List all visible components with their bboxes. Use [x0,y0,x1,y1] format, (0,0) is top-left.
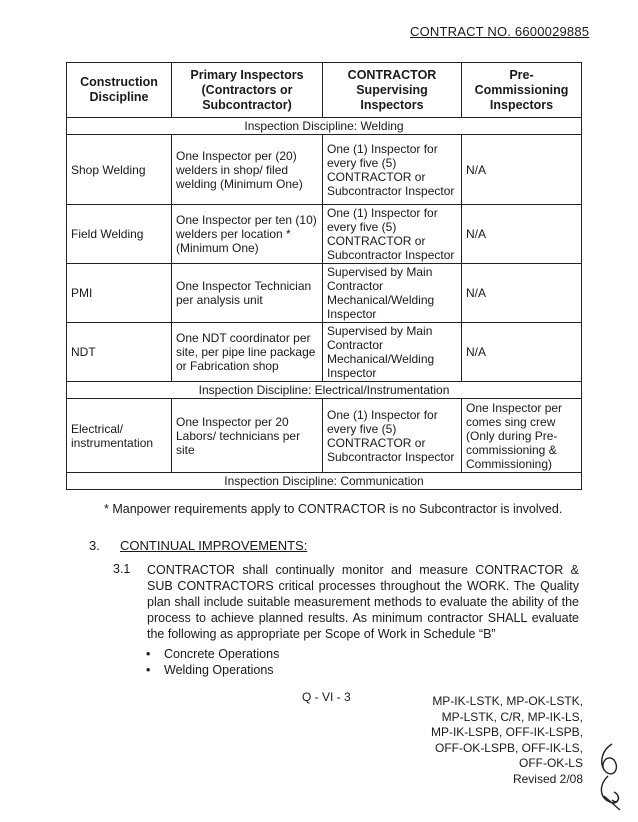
list-item-label: Concrete Operations [164,647,280,661]
cell-precommissioning: N/A [462,205,582,264]
table-row [67,205,582,264]
cell-discipline: Field Welding [67,205,172,264]
section-title-continual-improvements: CONTINUAL IMPROVEMENTS: [120,538,308,553]
cell-discipline: NDT [67,323,172,382]
reference-line: MP-IK-LSPB, OFF-IK-LSPB, [430,725,583,739]
reference-line: OFF-OK-LSPB, OFF-IK-LS, [434,740,583,755]
table-header-row [67,63,582,118]
reference-line: MP-IK-LSTK, MP-OK-LSTK, [432,694,583,708]
section-row [67,473,582,490]
section-title: Inspection Discipline: Communication [67,473,582,490]
cell-supervising: Supervised by Main Contractor Mechanical/Welding Inspector [323,264,462,323]
section-title: Inspection Discipline: Electrical/Instrumentation [67,382,582,399]
table-row [67,399,582,473]
bullet-icon: • [146,647,151,661]
table-row [67,135,582,205]
header-primary-inspectors: Primary Inspectors (Contractors or Subcontractor) [172,63,323,118]
reference-line: MP-LSTK, C/R, MP-IK-LS, [441,709,583,724]
cell-supervising: One (1) Inspector for every five (5) CONTRACTOR or Subcontractor Inspector [323,205,462,264]
table-row [67,264,582,323]
cell-discipline: Electrical/ instrumentation [67,399,172,473]
header-construction-discipline: Construction Discipline [67,63,172,118]
cell-discipline: Shop Welding [67,135,172,205]
list-item [146,646,279,662]
section-title: Inspection Discipline: Welding [67,118,582,135]
header-precommissioning-inspectors: Pre-Commissioning Inspectors [462,63,582,118]
cell-precommissioning: N/A [462,135,582,205]
header-supervising-inspectors: CONTRACTOR Supervising Inspectors [323,63,462,118]
bullet-icon: • [146,663,151,677]
manpower-note: * Manpower requirements apply to CONTRACTOR is no Subcontractor is involved. [104,502,563,516]
paragraph-3-1: CONTRACTOR shall continually monitor and measure CONTRACTOR & SUB CONTRACTORS critical processes throughout the WORK. The Quality plan shall include suitable measurement methods to evaluate the ability of the process to achieve planned results. As minimum contractor SHALL evaluate the following as appropriate per Scope of Work in Schedule “B” [147,563,579,641]
cell-supervising: One (1) Inspector for every five (5) CONTRACTOR or Subcontractor Inspector [323,399,462,473]
cell-precommissioning: One Inspector per comes sing crew (Only during Pre-commissioning & Commissioning) [462,399,582,473]
page-number: Q - VI - 3 [302,690,351,704]
cell-primary: One Inspector per 20 Labors/ technicians per site [172,399,323,473]
cell-supervising: One (1) Inspector for every five (5) CONTRACTOR or Subcontractor Inspector [323,135,462,205]
cell-precommissioning: N/A [462,323,582,382]
reference-codes [400,694,583,787]
section-row [67,382,582,399]
cell-primary: One Inspector per ten (10) welders per location * (Minimum One) [172,205,323,264]
section-row [67,118,582,135]
list-item [146,662,279,678]
contract-number: CONTRACT NO. 6600029885 [410,24,590,39]
bullet-list [146,646,279,678]
list-item-label: Welding Operations [164,663,274,677]
cell-primary: One Inspector per (20) welders in shop/ filed welding (Minimum One) [172,135,323,205]
inspector-requirements-table [66,62,582,490]
cell-supervising: Supervised by Main Contractor Mechanical/Welding Inspector [323,323,462,382]
cell-primary: One Inspector Technician per analysis unit [172,264,323,323]
reference-line: OFF-OK-LS [518,756,583,770]
handwritten-signature [590,740,630,816]
cell-discipline: PMI [67,264,172,323]
revision-line: Revised 2/08 [512,771,583,786]
table-row [67,323,582,382]
cell-precommissioning: N/A [462,264,582,323]
cell-primary: One NDT coordinator per site, per pipe line package or Fabrication shop [172,323,323,382]
paragraph-number: 3.1 [113,562,131,576]
section-number: 3. [89,538,100,553]
